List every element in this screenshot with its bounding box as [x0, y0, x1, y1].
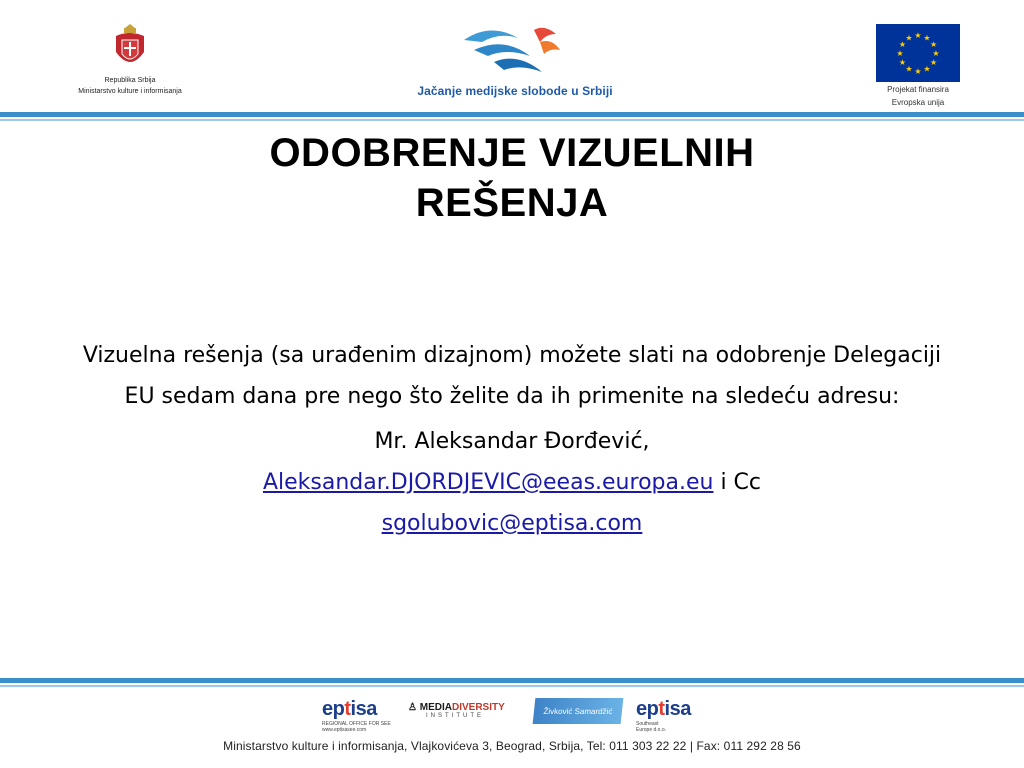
media-diversity-logo [408, 702, 505, 719]
serbia-coat-of-arms-icon [113, 22, 147, 74]
eu-star-icon: ★ [930, 40, 938, 49]
eu-logo [868, 24, 968, 108]
body-content [70, 335, 954, 548]
mdi-text-b: DIVERSITY [451, 702, 505, 713]
title-line-2: REŠENJA [415, 181, 609, 225]
eptisa-regional-sub: REGIONAL OFFICE FOR SEE [322, 721, 391, 727]
eptisa2-text-t: t [658, 698, 665, 720]
page-title [100, 128, 924, 228]
serbia-logo [60, 22, 200, 96]
eptisa-regional-logo [322, 698, 391, 733]
eu-caption-1: Projekat finansira [887, 85, 949, 94]
top-divider [0, 112, 1024, 117]
eptisa-southeast-logo [636, 698, 691, 733]
eu-star-icon: ★ [898, 58, 906, 67]
email-link-eptisa[interactable]: sgolubovic@eptisa.com [381, 511, 643, 536]
title-line-1: ODOBRENJE VIZUELNIH [269, 131, 755, 175]
eu-star-icon: ★ [905, 33, 913, 43]
eptisa2-text-a: ep [636, 698, 659, 720]
cc-connector: i Cc [713, 470, 762, 495]
eu-star-icon: ★ [923, 64, 931, 74]
eptisa-text-b: isa [350, 698, 377, 720]
eu-caption-2: Evropska unija [891, 98, 945, 107]
partner-logos [300, 694, 720, 734]
eu-star-icon: ★ [923, 33, 931, 43]
project-logo [400, 22, 630, 98]
eu-stars [876, 24, 960, 82]
contact-block [70, 421, 954, 544]
eptisa-text-t: t [344, 698, 351, 720]
bottom-divider [0, 678, 1024, 683]
eu-star-icon: ★ [930, 58, 938, 67]
mdi-text-a: MEDIA [419, 702, 452, 713]
eptisa-southeast-sub2: Europe d.o.o. [636, 727, 667, 733]
eu-star-icon: ★ [898, 40, 906, 49]
eu-star-icon: ★ [896, 49, 904, 58]
contact-name: Mr. Aleksandar Đorđević, [374, 429, 650, 454]
eptisa-regional-url: www.eptisasee.com [322, 727, 367, 733]
eu-star-icon: ★ [905, 64, 913, 74]
header [0, 0, 1024, 120]
body-paragraph: Vizuelna rešenja (sa urađenim dizajnom) možete slati na odobrenje Delegaciji EU sedam dana pre nego što želite da ih primenite na sledeću adresu: [82, 343, 942, 409]
eu-flag-icon [876, 24, 960, 82]
mdi-sub: INSTITUTE [426, 713, 484, 719]
eptisa-southeast-sub: Southeast [636, 721, 659, 727]
wave-bird-logo-icon [460, 22, 570, 82]
eptisa-text-a: ep [322, 698, 345, 720]
eu-star-icon: ★ [914, 31, 922, 40]
eu-star-icon: ★ [932, 49, 940, 58]
email-link-delegation[interactable]: Aleksandar.DJORDJEVIC@eeas.europa.eu [262, 470, 714, 495]
person-icon: ♙ [408, 702, 417, 713]
project-caption: Jačanje medijske slobode u Srbiji [417, 84, 613, 98]
footer-address: Ministarstvo kulture i informisanja, Vlajkovićeva 3, Beograd, Srbija, Tel: 011 303 22 22 | Fax: 011 292 28 56 [223, 739, 801, 753]
eptisa2-text-b: isa [664, 698, 691, 720]
top-divider-thin [0, 119, 1024, 121]
bottom-divider-thin [0, 685, 1024, 687]
eu-star-icon: ★ [914, 67, 922, 76]
serbia-caption-1: Republika Srbija [104, 77, 156, 84]
zivkovic-samardzic-logo: Živković Samardžić [533, 698, 624, 724]
serbia-caption-2: Ministarstvo kulture i informisanja [78, 88, 182, 95]
